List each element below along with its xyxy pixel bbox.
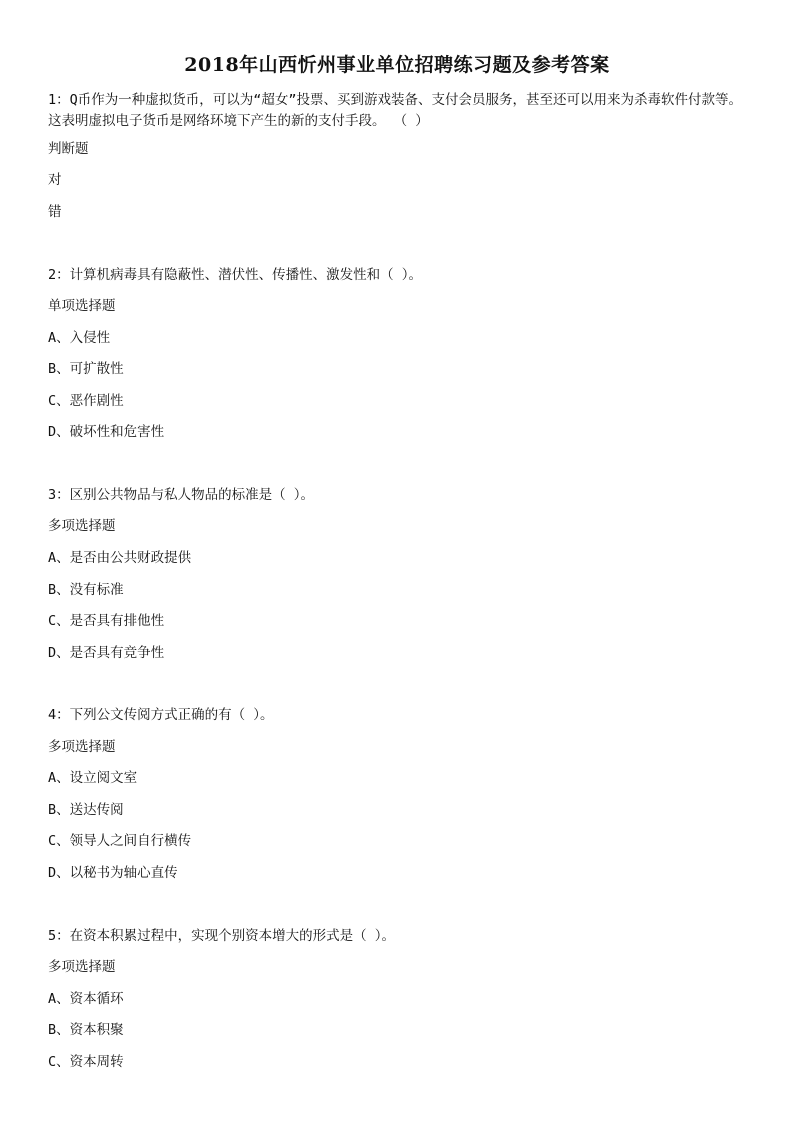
option: 错 xyxy=(48,204,62,220)
option: C、恶作剧性 xyxy=(48,393,124,409)
page-title: 2018年山西忻州事业单位招聘练习题及参考答案 xyxy=(184,54,610,76)
question-3-stem xyxy=(48,485,314,505)
option: A、入侵性 xyxy=(48,330,111,346)
question-text: 区别公共物品与私人物品的标准是（ ）。 xyxy=(69,487,315,503)
question-number: 1： xyxy=(48,92,70,108)
option: B、没有标准 xyxy=(48,582,124,598)
option: A、是否由公共财政提供 xyxy=(48,550,192,566)
question-5-stem xyxy=(48,926,395,946)
question-text: 在资本积累过程中，实现个别资本增大的形式是（ ）。 xyxy=(69,928,396,944)
option: C、资本周转 xyxy=(48,1054,124,1070)
option: C、是否具有排他性 xyxy=(48,613,165,629)
option: D、以秘书为轴心直传 xyxy=(48,865,178,881)
option: 对 xyxy=(48,172,62,188)
question-type: 多项选择题 xyxy=(48,739,116,755)
question-text: 下列公文传阅方式正确的有（ ）。 xyxy=(69,707,274,723)
option: B、可扩散性 xyxy=(48,361,124,377)
question-number: 3： xyxy=(48,487,70,503)
option: C、领导人之间自行横传 xyxy=(48,833,192,849)
question-1-stem xyxy=(48,90,748,132)
option: D、是否具有竞争性 xyxy=(48,645,165,661)
option: D、破坏性和危害性 xyxy=(48,424,165,440)
question-2-stem xyxy=(48,265,422,285)
question-number: 5： xyxy=(48,928,70,944)
question-type: 单项选择题 xyxy=(48,298,116,314)
option: A、设立阅文室 xyxy=(48,770,138,786)
question-number: 2： xyxy=(48,267,70,283)
option: A、资本循环 xyxy=(48,991,124,1007)
question-text: Q币作为一种虚拟货币，可以为“超女”投票、买到游戏装备、支付会员服务，甚至还可以用来为杀毒软件付款等。这表明虚拟电子货币是网络环境下产生的新的支付手段。 （ ） xyxy=(48,92,743,129)
question-number: 4： xyxy=(48,707,70,723)
option: B、送达传阅 xyxy=(48,802,124,818)
question-text: 计算机病毒具有隐蔽性、潜伏性、传播性、激发性和（ ）。 xyxy=(69,267,423,283)
question-4-stem xyxy=(48,705,274,725)
option: B、资本积聚 xyxy=(48,1022,124,1038)
question-type: 多项选择题 xyxy=(48,959,116,975)
question-type: 多项选择题 xyxy=(48,518,116,534)
question-type: 判断题 xyxy=(48,141,89,157)
